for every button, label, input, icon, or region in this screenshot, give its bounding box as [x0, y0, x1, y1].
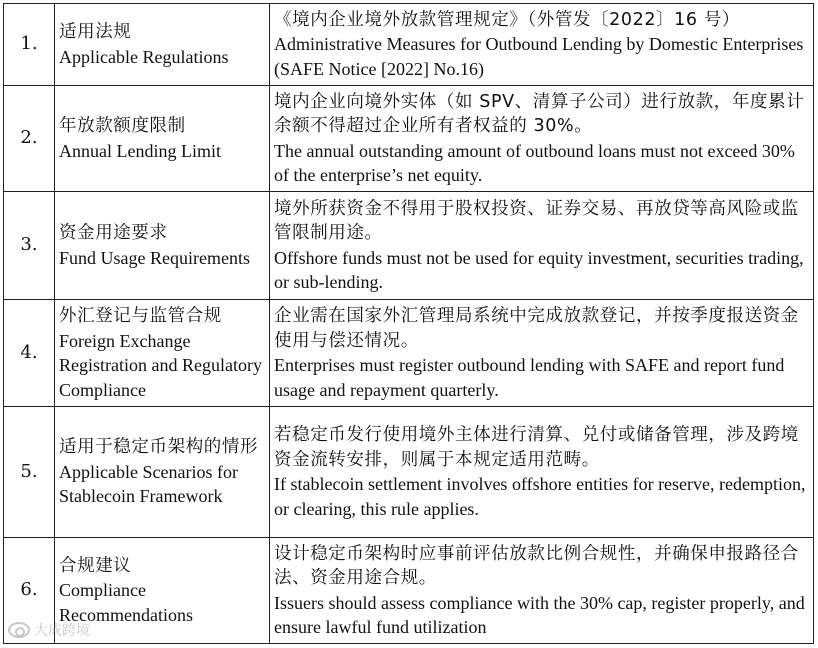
topic-zh: 资金用途要求 — [59, 223, 168, 243]
detail-cell — [270, 4, 814, 86]
topic-cell — [55, 300, 270, 407]
topic-en: Applicable Scenarios for Stablecoin Framework — [59, 461, 238, 507]
table-row — [4, 407, 814, 538]
detail-zh: 境外所获资金不得用于股权投资、证券交易、再放贷等高风险或监管限制用途。 — [274, 198, 799, 243]
detail-cell — [270, 86, 814, 192]
table-row — [4, 300, 814, 407]
topic-zh: 适用法规 — [59, 22, 132, 42]
watermark-text: 大成跨境 — [34, 623, 90, 639]
table-row — [4, 538, 814, 644]
detail-cell — [270, 300, 814, 407]
detail-en: Enterprises must register outbound lending with SAFE and report fund usage and repayment quarterly. — [274, 355, 785, 400]
topic-zh: 年放款额度限制 — [59, 116, 186, 136]
detail-en: If stablecoin settlement involves offshore entities for reserve, redemption, or clearing, this rule applies. — [274, 474, 806, 519]
detail-cell — [270, 192, 814, 300]
topic-zh: 适用于稳定币架构的情形 — [59, 437, 259, 458]
detail-zh: 设计稳定币架构时应事前评估放款比例合规性，并确保申报路径合法、资金用途合规。 — [274, 543, 799, 588]
row-number: 5. — [4, 407, 55, 538]
detail-en: Issuers should assess compliance with the 30% cap, register properly, and ensure lawful fund utilization — [274, 592, 805, 637]
table-row — [4, 192, 814, 300]
detail-zh: 企业需在国家外汇管理局系统中完成放款登记，并按季度报送资金使用与偿还情况。 — [274, 306, 799, 351]
watermark-logo-icon — [8, 622, 30, 638]
topic-en: Compliance Recommendations — [59, 580, 193, 625]
detail-cell — [270, 407, 814, 538]
topic-en: Fund Usage Requirements — [59, 247, 250, 268]
row-number: 2. — [4, 86, 55, 192]
detail-cell — [270, 538, 814, 644]
detail-en: The annual outstanding amount of outbound loans must not exceed 30% of the enterprise’s net equity. — [274, 140, 795, 185]
topic-cell — [55, 192, 270, 300]
topic-cell — [55, 4, 270, 86]
table-row — [4, 4, 814, 86]
detail-en: Administrative Measures for Outbound Lending by Domestic Enterprises (SAFE Notice [2022] No.16) — [274, 34, 804, 79]
topic-en: Foreign Exchange Registration and Regulatory Compliance — [59, 330, 262, 400]
regulation-table — [3, 3, 814, 644]
row-number: 1. — [4, 4, 55, 86]
watermark — [8, 620, 90, 640]
detail-zh: 境内企业向境外实体（如 SPV、清算子公司）进行放款，年度累计余额不得超过企业所有者权益的 30%。 — [274, 91, 805, 136]
detail-zh: 《境内企业境外放款管理规定》（外管发〔2022〕16 号） — [274, 9, 741, 30]
row-number: 3. — [4, 192, 55, 300]
topic-cell — [55, 86, 270, 192]
topic-zh: 外汇登记与监管合规 — [59, 306, 222, 326]
topic-cell — [55, 407, 270, 538]
topic-en: Applicable Regulations — [59, 46, 229, 67]
detail-en: Offshore funds must not be used for equity investment, securities trading, or sub-lending. — [274, 247, 804, 292]
topic-zh: 合规建议 — [59, 555, 132, 576]
detail-zh: 若稳定币发行使用境外主体进行清算、兑付或储备管理，涉及跨境资金流转安排，则属于本规定适用范畴。 — [274, 425, 799, 470]
row-number: 4. — [4, 300, 55, 407]
topic-en: Annual Lending Limit — [59, 140, 221, 161]
table-row — [4, 86, 814, 192]
row-number: 6. — [4, 538, 55, 644]
